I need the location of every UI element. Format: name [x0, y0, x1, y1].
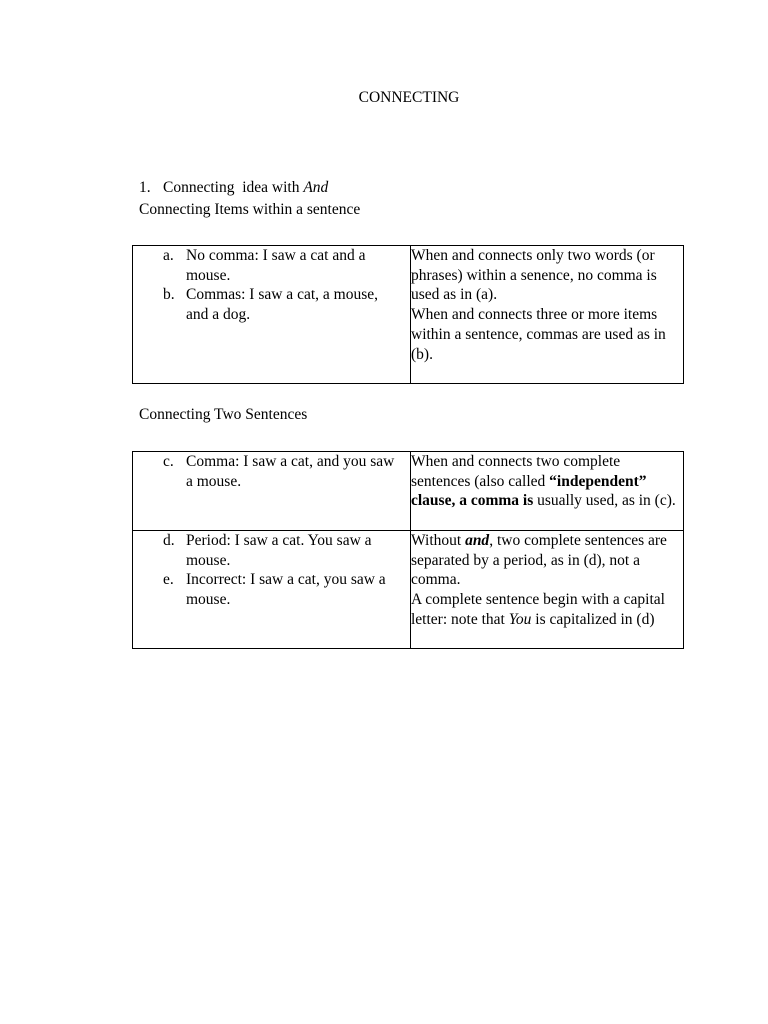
items-table: [132, 245, 684, 384]
explanation-cell: [411, 531, 684, 649]
section-heading-italic: And: [303, 179, 329, 196]
section-subheading: Connecting Items within a sentence: [139, 201, 361, 218]
explanation-cell: [411, 246, 684, 384]
explanation-text: is capitalized in (d): [531, 610, 655, 628]
list-marker: a.: [163, 247, 174, 264]
explanation-text: A complete sentence begin with a capital letter: note that: [411, 591, 665, 628]
page-title: CONNECTING: [358, 89, 460, 106]
list-item: [133, 570, 402, 609]
explanation-bold-text: “independent” clause, a comma is: [411, 472, 647, 510]
example-list: [133, 452, 410, 491]
explanation-text: When and connects two complete sentences (also called: [411, 453, 621, 490]
explanation-text: , two complete sentences are separated by a period, as in (d), not a comma.: [411, 532, 667, 589]
explanation-paragraph: When and connects only two words (or phrases) within a senence, no comma is used as in (a).: [411, 247, 657, 304]
table-row: [133, 452, 684, 531]
list-item: [133, 452, 402, 491]
example-list: [133, 531, 410, 610]
table-row: [133, 531, 684, 649]
example-list: [133, 246, 410, 325]
explanation-paragraph: When and connects three or more items within a sentence, commas are used as in (b).: [411, 306, 666, 363]
list-item: [133, 285, 402, 324]
list-item-text: Period: I saw a cat. You saw a mouse.: [186, 532, 372, 569]
list-item: [133, 246, 402, 285]
examples-cell: [133, 531, 411, 649]
examples-cell: [133, 246, 411, 384]
section-heading-text: Connecting idea with: [163, 179, 304, 196]
list-item-text: Comma: I saw a cat, and you saw a mouse.: [186, 453, 395, 490]
section-number: 1.: [139, 179, 151, 196]
list-item-text: Incorrect: I saw a cat, you saw a mouse.: [186, 571, 386, 609]
list-marker: d.: [163, 532, 175, 549]
section-subheading: Connecting Two Sentences: [139, 406, 308, 423]
sentences-table: [132, 451, 684, 649]
section-heading: [139, 178, 328, 198]
list-marker: c.: [163, 453, 174, 470]
explanation-italic-text: You: [508, 610, 532, 628]
list-item: [133, 531, 402, 570]
explanation-bold-italic-text: and: [465, 532, 490, 549]
list-item-text: Commas: I saw a cat, a mouse, and a dog.: [186, 286, 378, 324]
explanation-paragraph: [411, 452, 683, 511]
explanation-paragraph: [411, 531, 683, 590]
list-marker: e.: [163, 571, 174, 589]
explanation-paragraph: [411, 590, 683, 629]
explanation-text: usually used, as in (c).: [533, 492, 676, 510]
explanation-cell: [411, 452, 684, 531]
list-item-text: No comma: I saw a cat and a mouse.: [186, 247, 366, 284]
explanation-text: Without: [411, 532, 466, 549]
table-row: [133, 246, 684, 384]
list-marker: b.: [163, 286, 175, 304]
examples-cell: [133, 452, 411, 531]
